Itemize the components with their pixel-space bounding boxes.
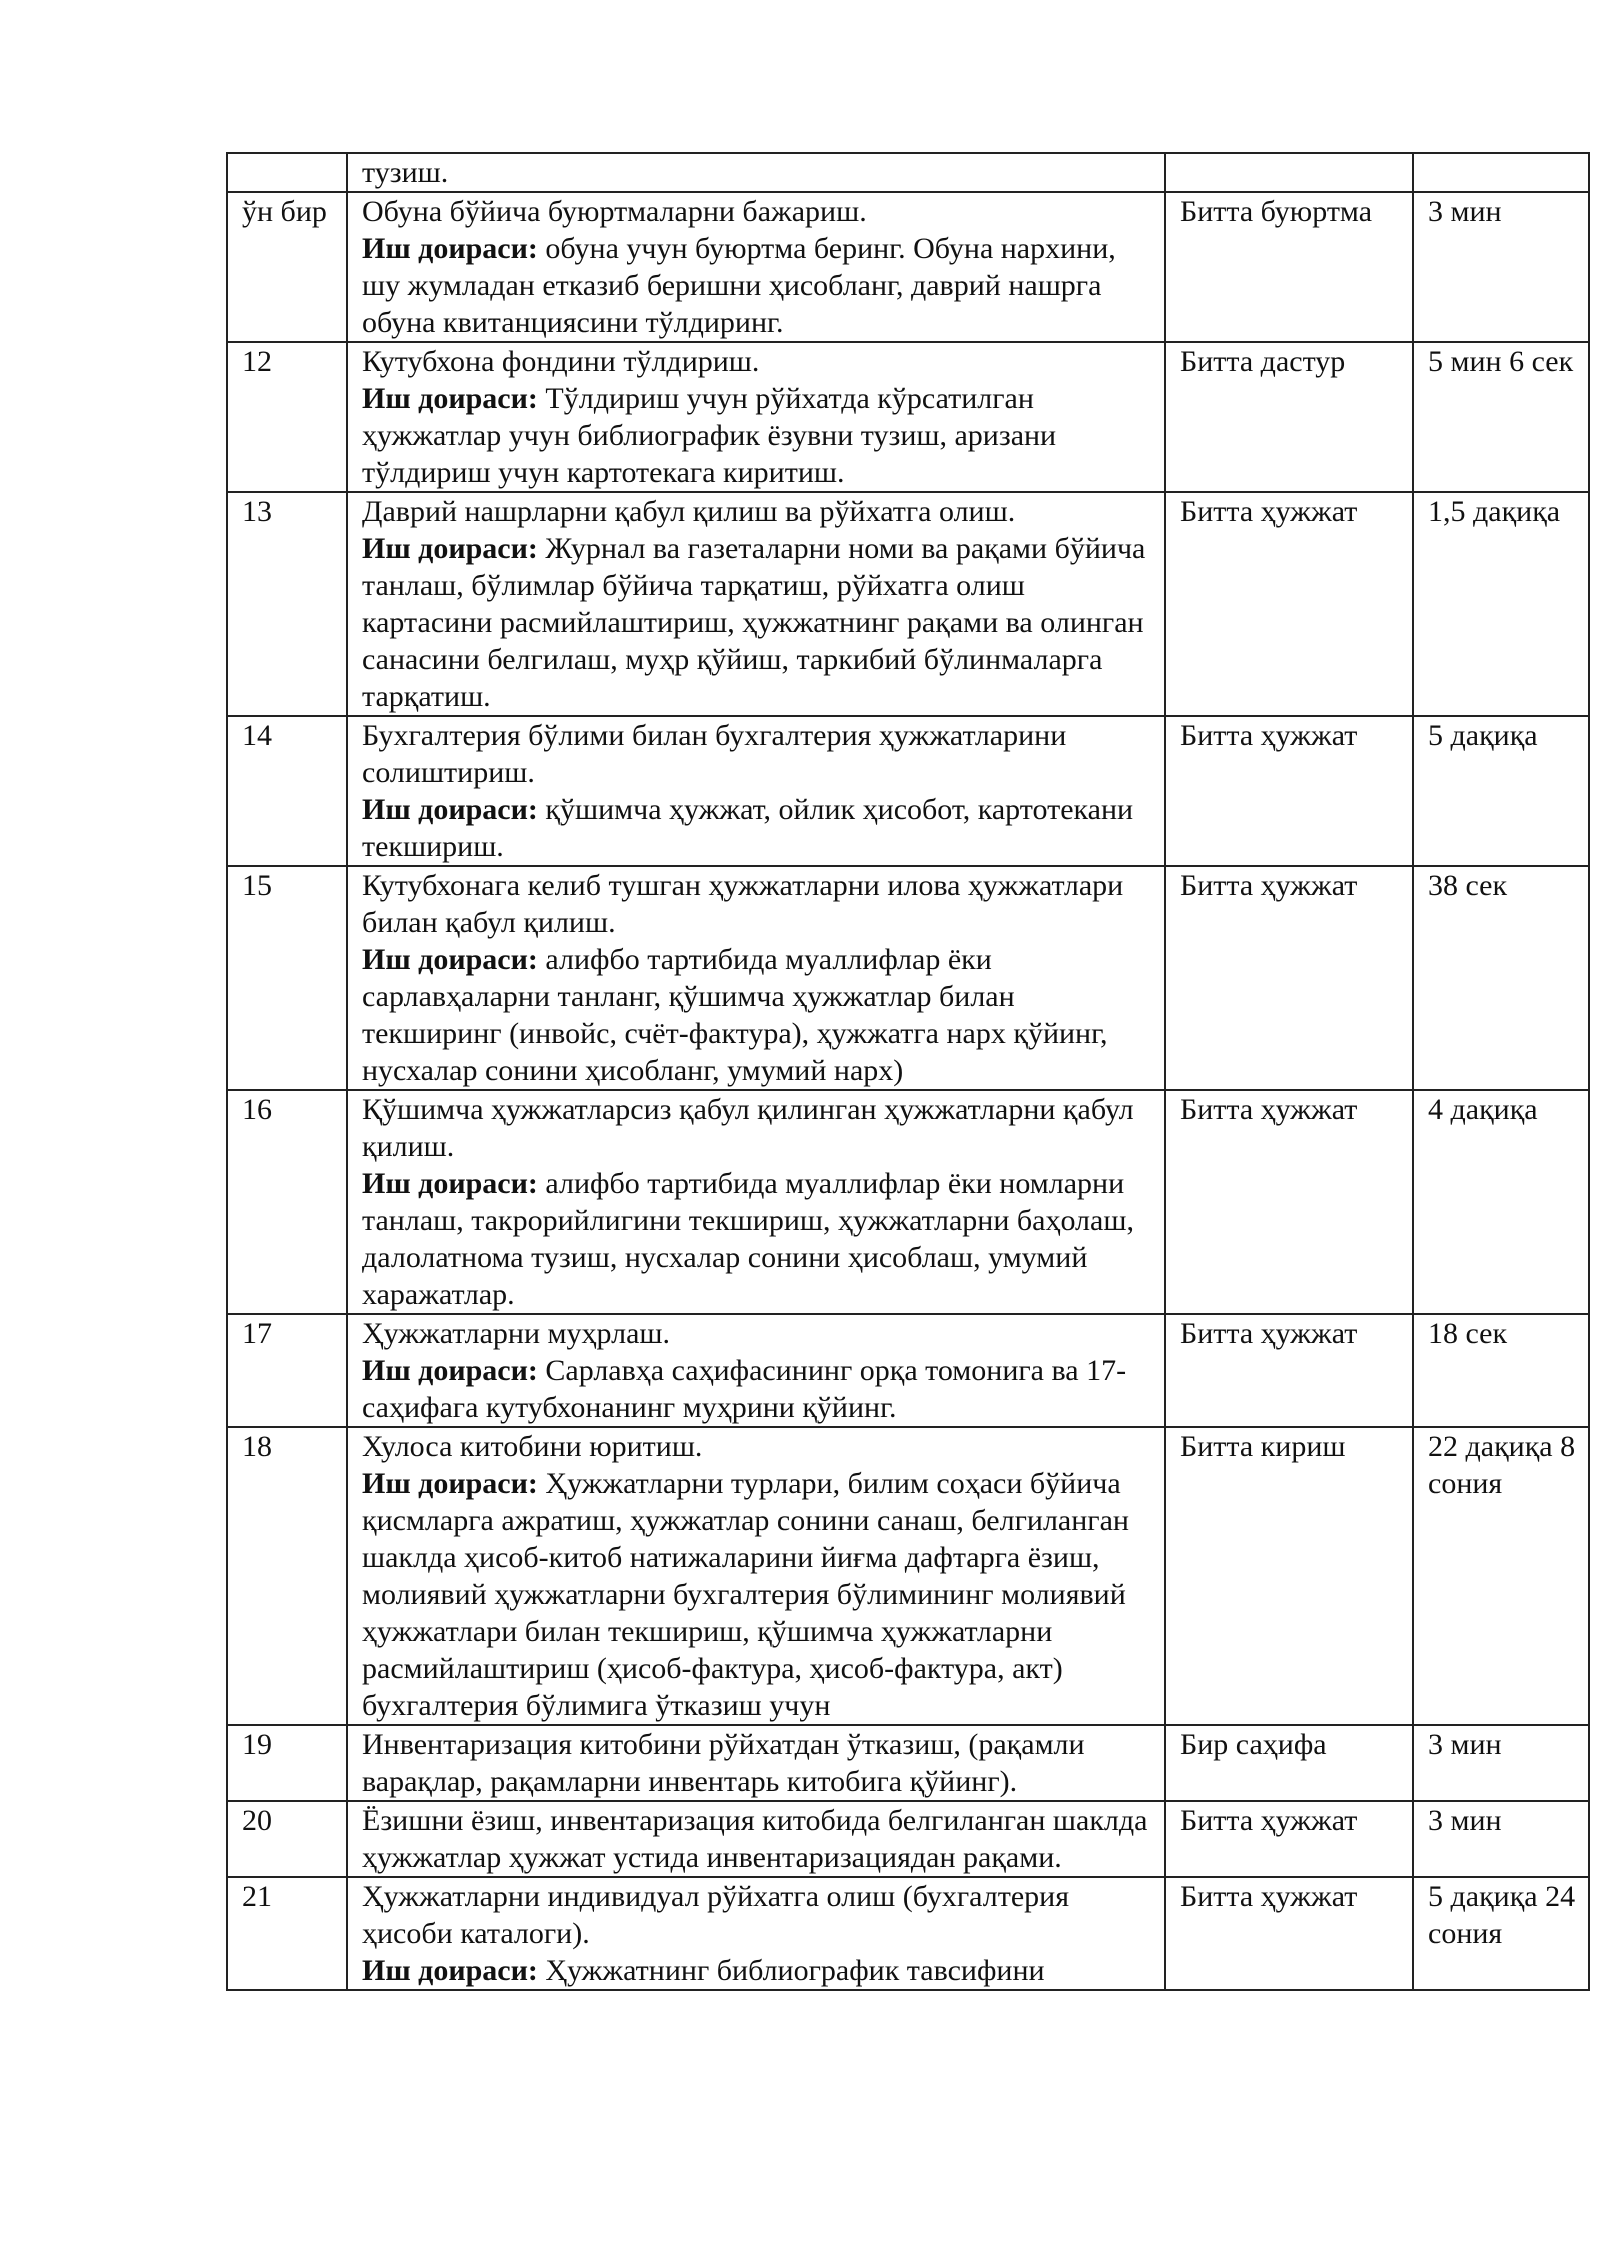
unit-of-measure: Битта ҳужжат [1165,1877,1413,1990]
row-number: 17 [227,1314,347,1427]
task-title: Кутубхона фондини тўлдириш. [362,345,760,378]
row-description [347,1801,1165,1877]
table-body [227,153,1589,1990]
time-norm: 3 мин [1413,1725,1589,1801]
scope-label: Иш доираси: [362,1354,538,1387]
time-norm: 5 дақиқа [1413,716,1589,866]
row-number: 20 [227,1801,347,1877]
task-title: Хулоса китобини юритиш. [362,1430,703,1463]
row-description [347,153,1165,192]
row-description [347,492,1165,716]
unit-of-measure: Битта кириш [1165,1427,1413,1725]
task-title: Обуна бўйича буюртмаларни бажариш. [362,195,867,228]
time-norm: 3 мин [1413,192,1589,342]
scope-text: Ҳужжатнинг библиографик тавсифини [537,1954,1045,1987]
table-row [227,1314,1589,1427]
task-scope [362,1352,1156,1426]
table-row [227,342,1589,492]
row-description [347,1090,1165,1314]
task-title: Ҳужжатларни индивидуал рўйхатга олиш (бухгалтерия ҳисоби каталоги). [362,1880,1069,1950]
scope-label: Иш доираси: [362,1954,538,1987]
row-description [347,342,1165,492]
unit-of-measure: Битта ҳужжат [1165,1090,1413,1314]
row-number: 21 [227,1877,347,1990]
task-scope [362,1165,1156,1313]
row-number: ўн бир [227,192,347,342]
unit-of-measure: Бир саҳифа [1165,1725,1413,1801]
unit-of-measure: Битта ҳужжат [1165,716,1413,866]
task-title: Кутубхонага келиб тушган ҳужжатларни илова ҳужжатлари билан қабул қилиш. [362,869,1124,939]
scope-label: Иш доираси: [362,382,538,415]
row-description [347,716,1165,866]
task-scope [362,1952,1156,1989]
task-title: Даврий нашрларни қабул қилиш ва рўйхатга олиш. [362,495,1016,528]
scope-text: алифбо тартибида муаллифлар ёки номларни танлаш, такрорийлигини текшириш, ҳужжатларни баҳолаш, далолатнома тузиш, нусхалар сонини ҳисоблаш, умумий харажатлар. [362,1167,1134,1311]
row-description [347,1427,1165,1725]
scope-label: Иш доираси: [362,943,538,976]
table-row [227,1090,1589,1314]
unit-of-measure: Битта ҳужжат [1165,1314,1413,1427]
table-row [227,1427,1589,1725]
scope-text: Ҳужжатларни турлари, билим соҳаси бўйича қисмларга ажратиш, ҳужжатлар сонини санаш, белгиланган шаклда ҳисоб-китоб натижаларини йиғма дафтарга ёзиш, молиявий ҳужжатларни бухгалтерия бўлимининг молиявий ҳужжатлари билан текшириш, қўшимча ҳужжатларни расмийлаштириш (ҳисоб-фактура, ҳисоб-фактура, акт) бухгалтерия бўлимига ўтказиш учун [362,1467,1129,1722]
table-row [227,1877,1589,1990]
task-title: Ҳужжатларни муҳрлаш. [362,1317,670,1350]
unit-of-measure: Битта ҳужжат [1165,492,1413,716]
row-number [227,153,347,192]
unit-of-measure: Битта дастур [1165,342,1413,492]
table-row [227,866,1589,1090]
scope-text: Сарлавҳа саҳифасининг орқа томонига ва 17-саҳифага кутубхонанинг муҳрини қўйинг. [362,1354,1127,1424]
task-title: Бухгалтерия бўлими билан бухгалтерия ҳужжатларини солиштириш. [362,719,1067,789]
row-description [347,866,1165,1090]
scope-text: қўшимча ҳужжат, ойлик ҳисобот, картотекани текшириш. [362,793,1134,863]
scope-text: Журнал ва газеталарни номи ва рақами бўйича танлаш, бўлимлар бўйича тарқатиш, рўйхатга олиш картасини расмийлаштириш, ҳужжатнинг рақами ва олинган санасини белгилаш, муҳр қўйиш, таркибий бўлинмаларга тарқатиш. [362,532,1146,713]
scope-text: обуна учун буюртма беринг. Обуна нархини, шу жумладан етказиб беришни ҳисобланг, даврий нашрга обуна квитанциясини тўлдиринг. [362,232,1116,339]
unit-of-measure [1165,153,1413,192]
unit-of-measure: Битта буюртма [1165,192,1413,342]
scope-label: Иш доираси: [362,793,538,826]
row-description [347,1314,1165,1427]
scope-text: алифбо тартибида муаллифлар ёки сарлавҳаларни танланг, қўшимча ҳужжатлар билан текширинг (инвойс, счёт-фактура), ҳужжатга нарх қўйинг, нусхалар сонини ҳисобланг, умумий нарх) [362,943,1108,1087]
time-norm: 4 дақиқа [1413,1090,1589,1314]
time-norm: 5 мин 6 сек [1413,342,1589,492]
time-norm: 38 сек [1413,866,1589,1090]
table-row [227,492,1589,716]
task-title: Инвентаризация китобини рўйхатдан ўтказиш, (рақамли варақлар, рақамларни инвентарь китобига қўйинг). [362,1728,1085,1798]
task-scope [362,1465,1156,1724]
scope-text: Тўлдириш учун рўйхатда кўрсатилган ҳужжатлар учун библиографик ёзувни тузиш, аризани тўлдириш учун картотекага киритиш. [362,382,1057,489]
task-scope [362,380,1156,491]
task-title: Ёзишни ёзиш, инвентаризация китобида белгиланган шаклда ҳужжатлар ҳужжат устида инвентаризациядан рақами. [362,1804,1148,1874]
scope-label: Иш доираси: [362,1467,538,1500]
table-row [227,1801,1589,1877]
row-number: 18 [227,1427,347,1725]
row-description [347,1877,1165,1990]
task-scope [362,230,1156,341]
scope-label: Иш доираси: [362,1167,538,1200]
table-row [227,153,1589,192]
table-row [227,192,1589,342]
unit-of-measure: Битта ҳужжат [1165,866,1413,1090]
row-number: 12 [227,342,347,492]
row-number: 16 [227,1090,347,1314]
table-row [227,716,1589,866]
row-number: 13 [227,492,347,716]
time-norm: 1,5 дақиқа [1413,492,1589,716]
time-norm: 5 дақиқа 24 сония [1413,1877,1589,1990]
task-title: тузиш. [362,156,449,189]
table-row [227,1725,1589,1801]
time-norm: 18 сек [1413,1314,1589,1427]
task-scope [362,530,1156,715]
row-number: 15 [227,866,347,1090]
time-norm: 3 мин [1413,1801,1589,1877]
row-number: 19 [227,1725,347,1801]
task-scope [362,941,1156,1089]
row-description [347,1725,1165,1801]
time-norm: 22 дақиқа 8 сония [1413,1427,1589,1725]
task-title: Қўшимча ҳужжатларсиз қабул қилинган ҳужжатларни қабул қилиш. [362,1093,1134,1163]
task-scope [362,791,1156,865]
work-norms-table [226,152,1590,1991]
row-number: 14 [227,716,347,866]
row-description [347,192,1165,342]
unit-of-measure: Битта ҳужжат [1165,1801,1413,1877]
time-norm [1413,153,1589,192]
scope-label: Иш доираси: [362,232,538,265]
scope-label: Иш доираси: [362,532,538,565]
